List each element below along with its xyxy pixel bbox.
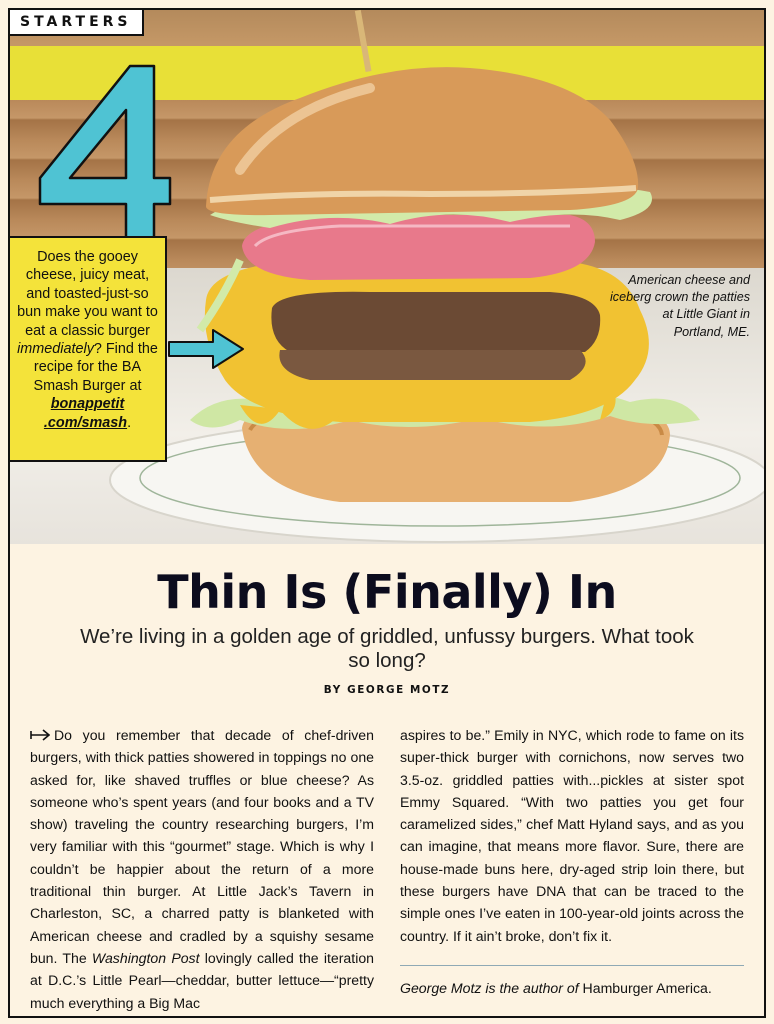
publication-name: Washington Post <box>91 949 200 966</box>
body-paragraph-1a: Do you remember that decade of chef-driven burgers, with thick patties showered in toppings no one asked for, like shaved truffles or blue cheese? As someone who’s spent years (and four books and a TV show) traveling the country researching burgers, I’m very familiar with this “gourmet” stage. Which is why I couldn’t be happier about the return of a more traditional thin burger. At Little Jack’s Tavern in Charleston, SC, a charred patty is blanketed with American cheese and cradled by a squishy sesame bun. The <box>30 727 374 966</box>
body-column-1 <box>30 724 374 1014</box>
callout-end: . <box>127 414 132 431</box>
burger-photo <box>10 10 764 544</box>
author-note-prefix: George Motz is the author of <box>400 980 579 996</box>
section-label: STARTERS <box>10 10 144 36</box>
divider-rule <box>400 965 744 966</box>
author-note <box>400 978 744 998</box>
body-paragraph-1b: lovingly called the iteration at D.C.’s Little Pearl—cheddar, butter lettuce—“pretty much everything a Big Mac <box>30 949 374 1011</box>
article-headline: Thin Is (Finally) In <box>157 565 617 619</box>
big-number-four-icon <box>34 58 174 248</box>
lead-arrow-icon <box>30 729 50 741</box>
body-column-2 <box>400 724 744 947</box>
article-dek: We’re living in a golden age of griddled, unfussy burgers. What took so long? <box>80 625 694 672</box>
callout-text: Does the gooey cheese, juicy meat, and toasted-just-so bun make you want to eat a classic burger <box>17 249 158 339</box>
recipe-link[interactable]: bonappetit .com/smash <box>43 396 128 431</box>
recipe-callout-box <box>10 236 167 462</box>
arrow-right-icon <box>167 326 247 372</box>
callout-emphasis: immediately <box>17 341 94 358</box>
body-paragraph-2: aspires to be.” Emily in NYC, which rode to fame on its super-thick burger with cornichons, now serves two 3.5-oz. griddled patties with...pickles at sister spot Emmy Squared. “With two patties you get four caramelized sides,” chef Matt Hyland says, and as you can imagine, that means more flavor. Sure, there are house-made buns here, dry-aged strip loin there, but these burgers have DNA that can be traced to the simple ones I’ve eaten in 100-year-old joints across the country. If it ain’t broke, don’t fix it. <box>400 727 744 944</box>
magazine-page <box>8 8 766 1018</box>
byline: BY GEORGE MOTZ <box>323 684 451 696</box>
callout-text-2: ? Find the recipe for the BA Smash Burger at <box>33 341 158 394</box>
photo-caption: American cheese and iceberg crown the patties at Little Giant in Portland, ME. <box>610 273 751 339</box>
book-title: Hamburger America. <box>582 980 712 996</box>
